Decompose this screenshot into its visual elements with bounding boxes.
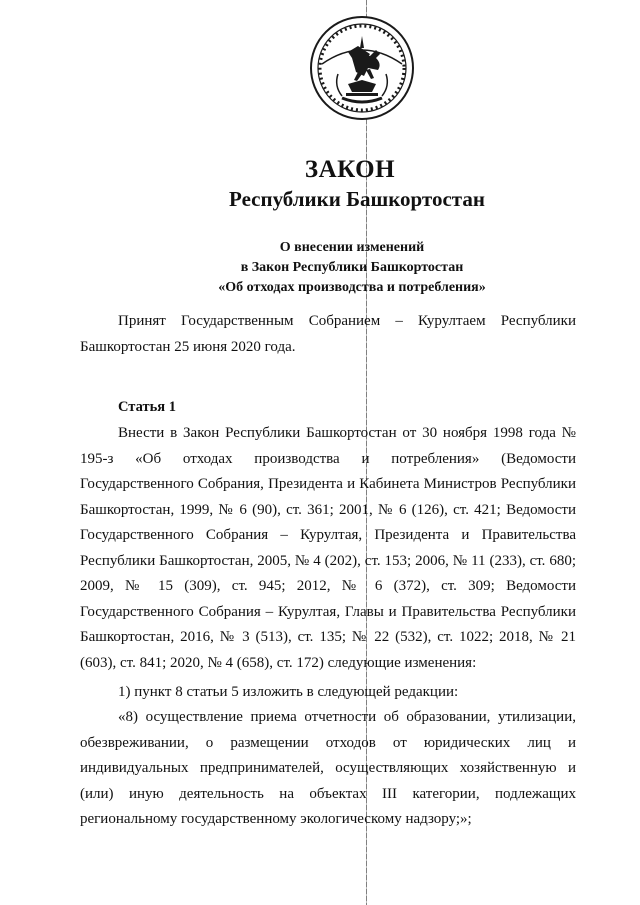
coat-of-arms-icon [308,14,416,122]
subject-line: «Об отходах производства и потребления» [218,280,486,295]
subject-line: О внесении изменений [279,240,425,255]
article-paragraph: 1) пункт 8 статьи 5 изложить в следующей редакции: [118,684,459,700]
adoption-note: Принят Государственным Собранием – Курултаем Республики Башкортостан 25 июня 2020 года. [80,313,576,355]
article-paragraph: Внести в Закон Республики Башкортостан от 30 ноября 1998 года № 195-з «Об отходах производства и потребления» (Ведомости Государственного Собрания, Президента и Кабинета Министров Республики Башкортостан, 1999, № 6 (90), ст. 361; 2001, № 6 (126), ст. 421; Ведомости Государственного Собрания – Курултая, Президента и Правительства Республики Башкортостан, 2005, № 4 (202), ст. 153; 2006, № 11 (233), ст. 680; 2009, № 15 (309), ст. 945; 2012, № 6 (372), ст. 309; Ведомости Государственного Собрания – Курултая, Главы и Правительства Республики Башкортостан, 2016, № 3 (513), ст. 135; № 22 (532), ст. 1022; 2018, № 21 (603), ст. 841; 2020, № 4 (658), ст. 172) следующие изменения: [80,425,576,671]
article-paragraph: «8) осуществление приема отчетности об образовании, утилизации, обезвреживании, о размещении отходов от юридических лиц и индивидуальных предпринимателей, осуществляющих хозяйственную и (или) иную деятельность на объектах III категории, подлежащих региональному государственному экологическому надзору;»; [80,709,576,827]
document-subtitle: Республики Башкортостан [229,187,485,211]
subject-line: в Закон Республики Башкортостан [240,260,464,275]
document-title: ЗАКОН [304,156,396,183]
law-subject [0,238,640,298]
document-title-block [0,155,640,213]
article-heading: Статья 1 [118,399,176,415]
